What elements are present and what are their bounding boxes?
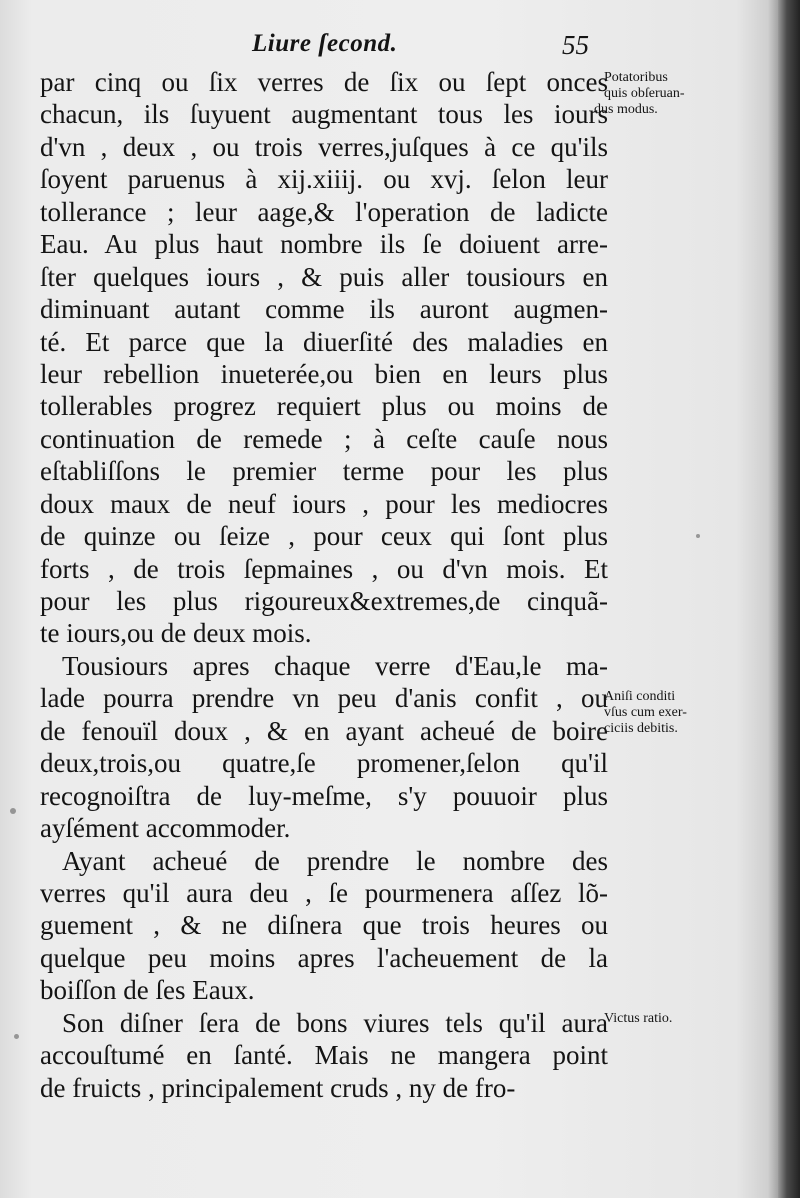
text-line: té. Et parce que la diuerſité des maladies en [40,326,608,357]
margin-note-line: dus modus. [594,102,658,117]
margin-note-line: ciciis debitis. [604,721,678,736]
text-line: forts , de trois ſepmaines , ou d'vn mois. Et [40,553,608,584]
text-line: par cinq ou ſix verres de ſix ou ſept onces [40,67,608,97]
text-line: pour les plus rigoureux&extremes,de cinquã- [40,586,608,616]
text-line: te iours,ou de deux mois. [40,618,312,649]
margin-note-line: vſus cum exer- [604,705,687,720]
text-line: de fruicts , principalement cruds , ny de fro- [40,1072,516,1103]
text-line: tollerables progrez requiert plus ou moins de [40,391,608,422]
text-line: recognoiſtra de luy-meſme, s'y pouuoir plus [40,780,608,811]
text-line: de fenouïl doux , & en ayant acheué de boire [40,715,608,746]
running-title: Liure ſecond. [252,30,398,57]
margin-note [604,1011,672,1027]
margin-note-line: Victus ratio. [604,1011,673,1026]
text-line: leur rebellion inueterée,ou bien en leurs plus [40,358,608,389]
text-line: verres qu'il aura deu , ſe pourmenera aſſez lõ- [40,877,608,908]
text-line: chacun, ils ſuyuent augmentant tous les iours [40,99,608,130]
main-text-block [40,66,608,1104]
text-line: Tousiours apres chaque verre d'Eau,le ma- [62,650,608,681]
text-line: doux maux de neuf iours , pour les mediocres [40,488,608,519]
text-line: guement , & ne diſnera que trois heures ou [40,910,608,941]
text-line: accouſtumé en ſanté. Mais ne mangera point [40,1040,608,1071]
margin-note [604,689,687,737]
margin-note-line: Potatoribus [604,70,668,85]
margin-note-line: Aniſi conditi [604,689,676,704]
margin-note [594,70,685,118]
text-line: lade pourra prendre vn peu d'anis confit , ou [40,683,608,714]
text-line: Son diſner ſera de bons viures tels qu'il aura [62,1007,608,1038]
page-number: 55 [562,30,589,60]
text-line: deux,trois,ou quatre,ſe promener,ſelon qu'il [40,748,608,779]
text-line: ſoyent paruenus à xij.xiiij. ou xvj. ſelon leur [40,164,608,195]
ink-speck [10,808,16,814]
book-spine-shadow [778,0,800,1198]
text-line: quelque peu moins apres l'acheuement de la [40,942,608,973]
text-line: ſter quelques iours , & puis aller tousiours en [40,261,608,292]
text-line: de quinze ou ſeize , pour ceux qui ſont plus [40,521,608,552]
ink-speck [14,1034,19,1039]
margin-note-line: quis obſeruan- [604,86,685,101]
text-line: eſtabliſſons le premier terme pour les plus [40,456,608,487]
text-line: d'vn , deux , ou trois verres,juſques à ce qu'ils [40,131,608,162]
text-line: diminuant autant comme ils auront augmen- [40,294,608,325]
ink-speck [696,534,700,538]
text-line: continuation de remede ; à ceſte cauſe nous [40,423,608,454]
text-line: Eau. Au plus haut nombre ils ſe doiuent arre- [40,229,608,260]
text-line: boiſſon de ſes Eaux. [40,975,255,1006]
text-line: tollerance ; leur aage,& l'operation de ladicte [40,196,608,227]
text-line: ayſément accommoder. [40,813,291,844]
text-line: Ayant acheué de prendre le nombre des [62,845,608,876]
page-header [40,30,600,64]
